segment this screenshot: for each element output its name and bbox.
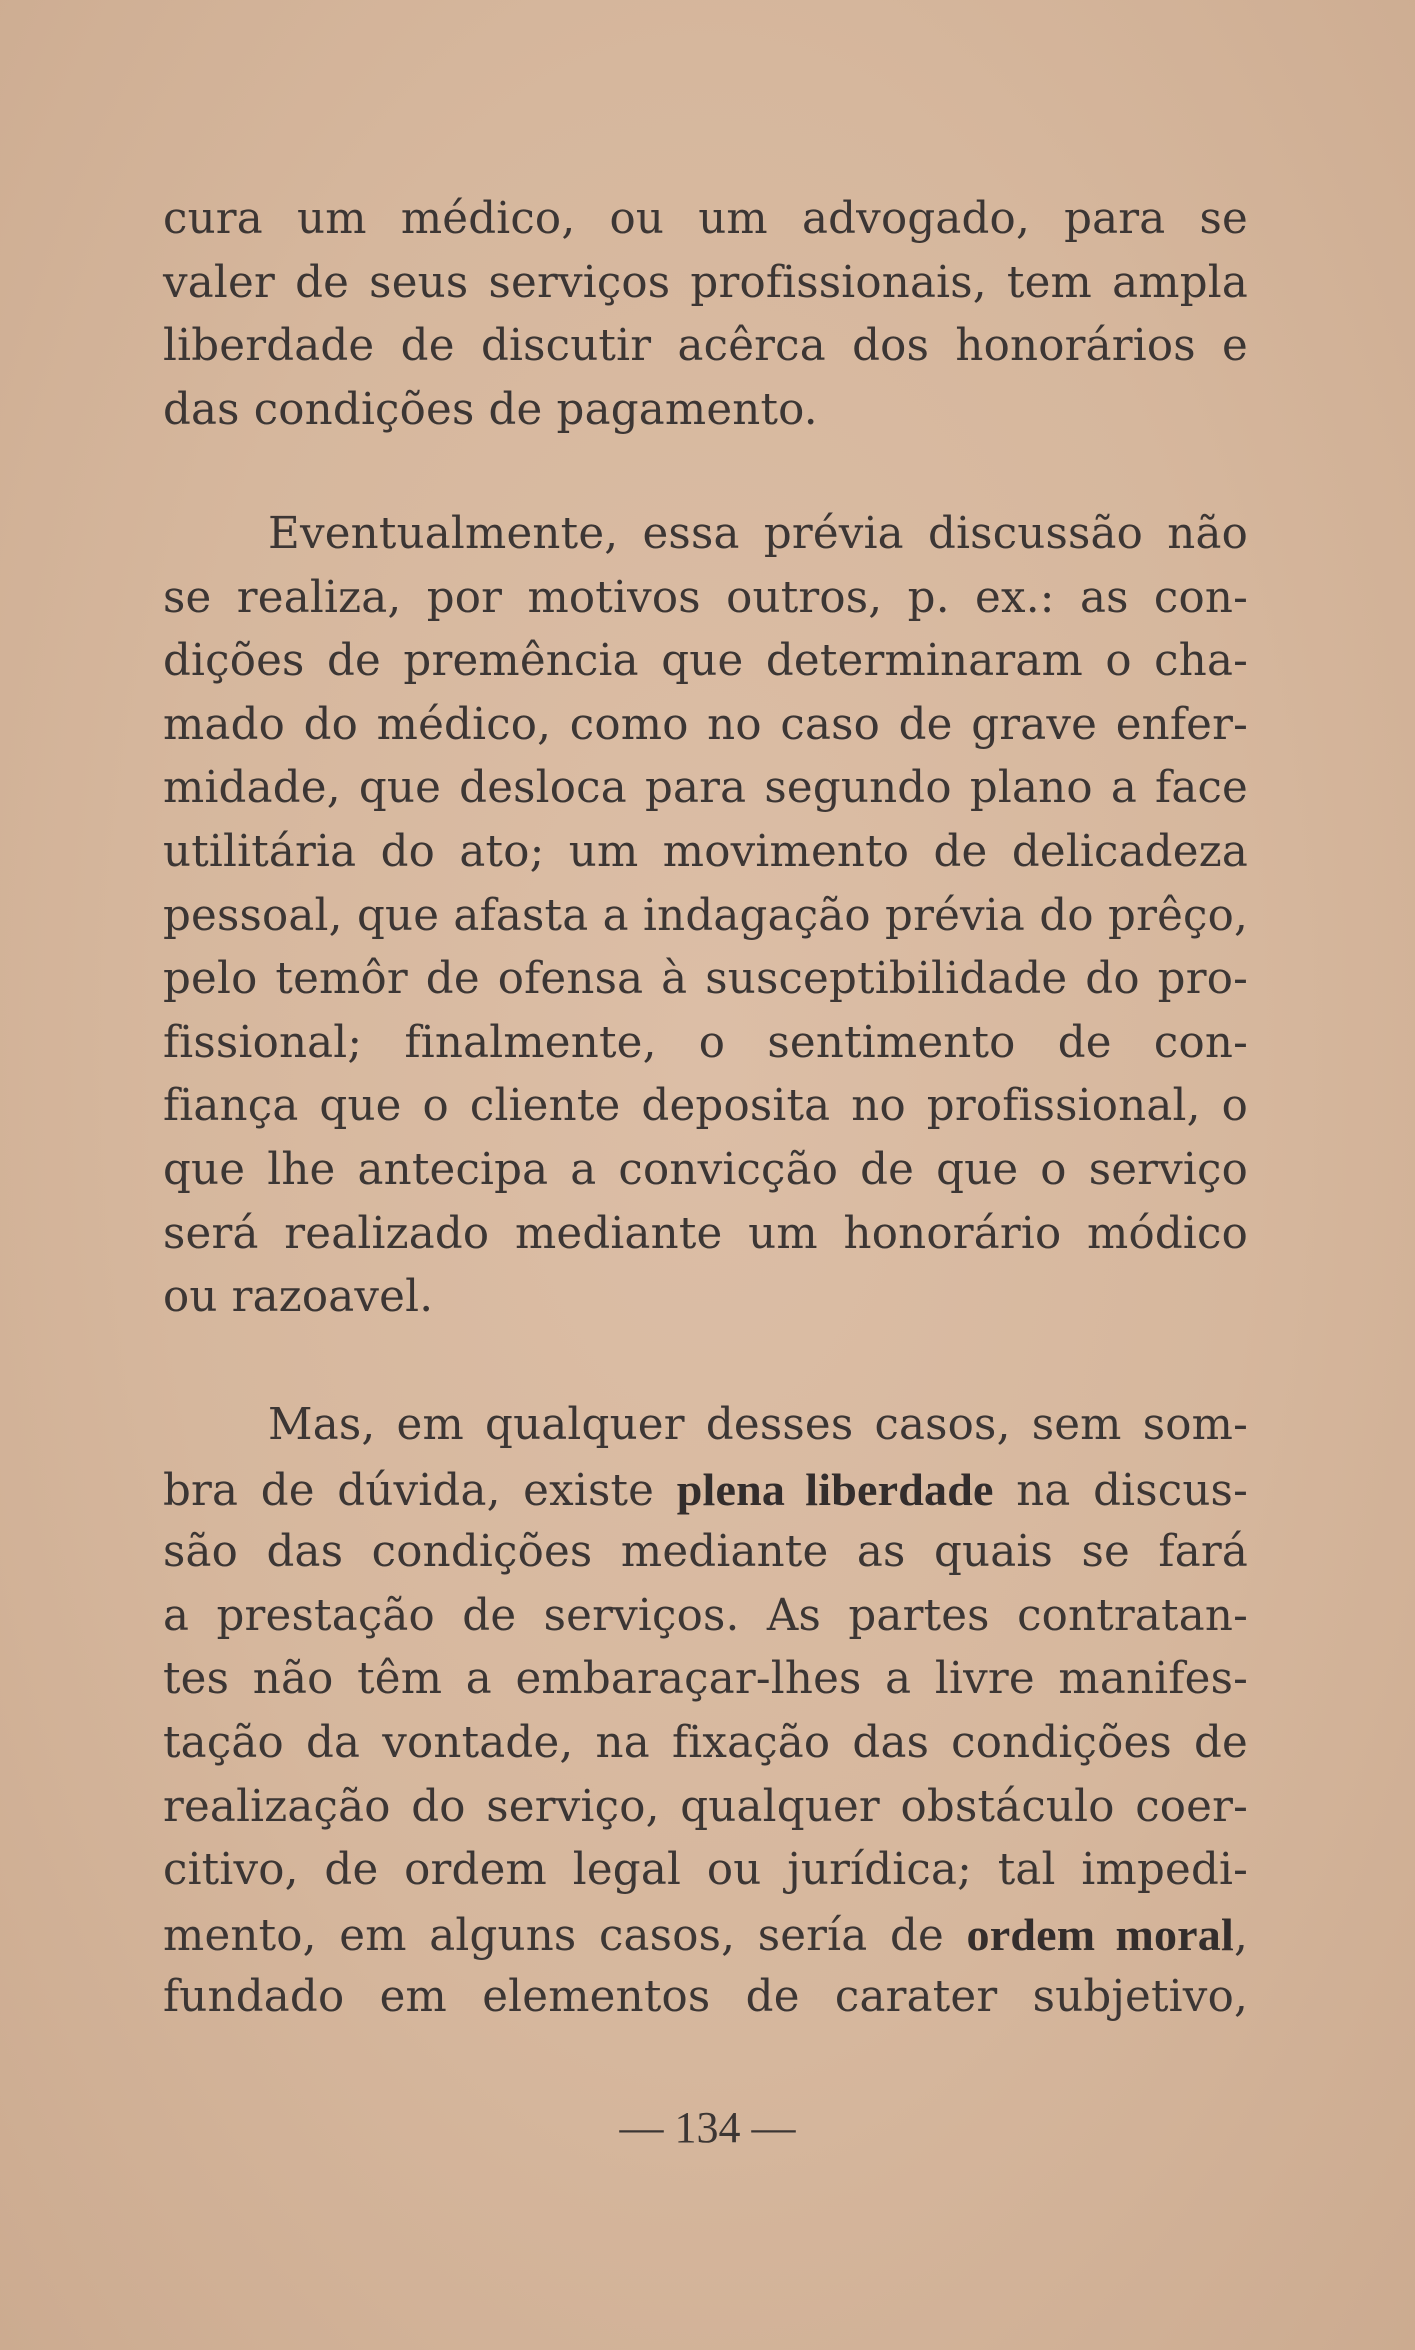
text-line: utilitária do ato; um movimento de delicadeza [163,826,1248,877]
text-line: dições de premência que determinaram o cha- [163,636,1248,687]
text-line: realização do serviço, qualquer obstáculo coer- [163,1781,1248,1832]
text-run: bra de dúvida, existe [163,1465,677,1516]
text-line: tes não têm a embaraçar-lhes a livre manifes- [163,1654,1248,1705]
text-line: ou razoavel. [163,1272,434,1323]
text-line: tação da vontade, na fixação das condições de [163,1717,1248,1768]
text-line: pessoal, que afasta a indagação prévia do prêço, [163,890,1248,941]
bold-phrase-ordem-moral: ordem moral [966,1908,1234,1960]
text-line: que lhe antecipa a convicção de que o serviço [163,1144,1248,1195]
text-line: midade, que desloca para segundo plano a face [163,763,1248,814]
text-line: liberdade de discutir acêrca dos honorários e [163,321,1248,372]
text-line: das condições de pagamento. [163,384,818,435]
text-line: cura um médico, ou um advogado, para se [163,194,1248,244]
text-line: Mas, em qualquer desses casos, sem som- [268,1400,1248,1450]
page-number: — 134 — [619,2103,796,2152]
paragraph-2 [163,503,1248,1330]
paragraph-3 [163,1394,1248,2030]
text-line: Eventualmente, essa prévia discussão não [268,509,1248,559]
text-line: mado do médico, como no caso de grave enfer- [163,699,1248,750]
text-line: valer de seus serviços profissionais, tem ampla [163,257,1248,308]
bold-phrase-plena-liberdade: plena liberdade [676,1463,994,1515]
text-line: a prestação de serviços. As partes contratan- [163,1590,1248,1641]
text-run: , [1233,1910,1249,1961]
text-line: será realizado mediante um honorário módico [163,1208,1248,1259]
text-line: fiança que o cliente deposita no profissional, o [163,1081,1248,1132]
paragraph-1 [163,188,1248,442]
text-line [163,1903,1248,1967]
text-line: pelo temôr de ofensa à susceptibilidade do pro- [163,954,1248,1005]
text-run: na discus- [993,1465,1248,1516]
text-line: se realiza, por motivos outros, p. ex.: as con- [163,572,1248,623]
text-line: fundado em elementos de carater subjetivo, [163,1972,1248,2023]
text-line: citivo, de ordem legal ou jurídica; tal impedi- [163,1845,1248,1896]
text-line: são das condições mediante as quais se fará [163,1527,1248,1578]
text-line [163,1458,1248,1522]
text-line: fissional; finalmente, o sentimento de con- [163,1017,1248,1068]
text-run: mento, em alguns casos, sería de [163,1910,967,1961]
